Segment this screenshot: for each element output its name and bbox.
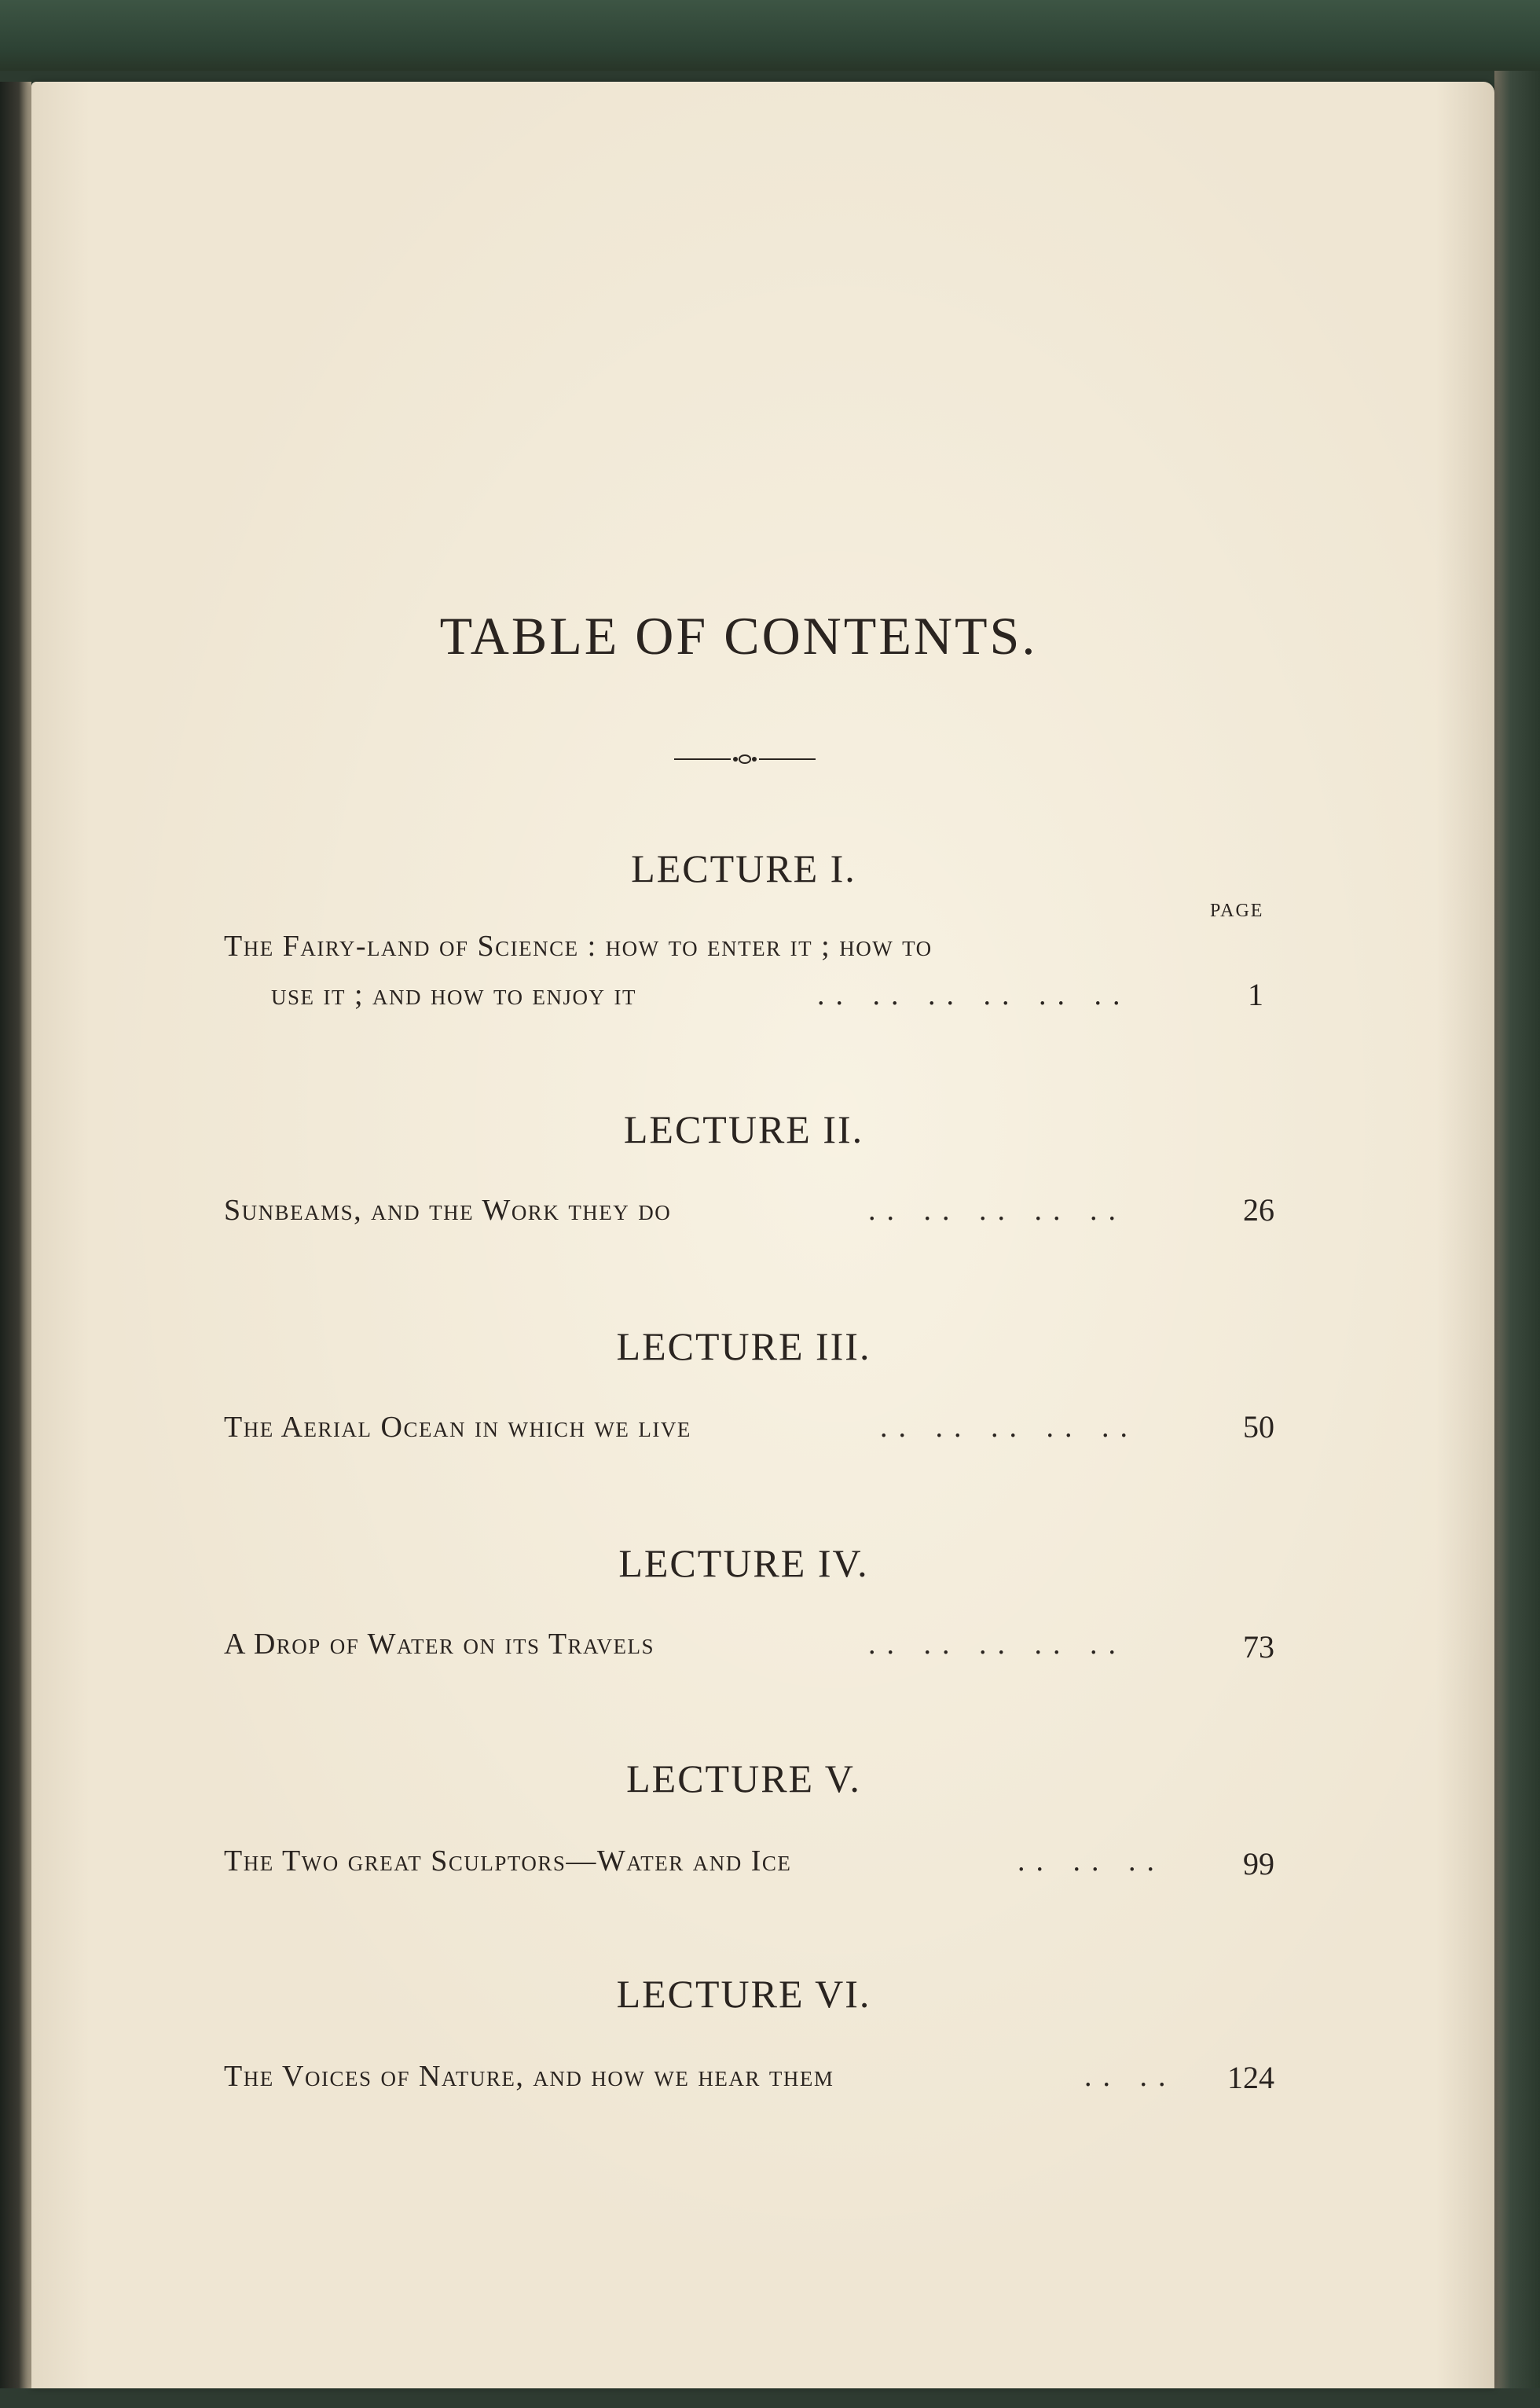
toc-entry: A Drop of Water on its Travels xyxy=(224,1628,655,1661)
page-title: TABLE OF CONTENTS. xyxy=(439,606,1038,666)
toc-entry-line: The Fairy-land of Science : how to enter it ; how to xyxy=(224,930,933,963)
page-number: 1 xyxy=(1248,977,1263,1012)
book-page xyxy=(31,82,1494,2388)
page-column-label: PAGE xyxy=(1210,901,1264,921)
toc-entry-line: use it ; and how to enjoy it xyxy=(271,978,637,1011)
book-cover-top-edge xyxy=(0,0,1540,71)
dot-leaders: .. .. .. xyxy=(1018,1845,1165,1878)
page-number: 26 xyxy=(1243,1192,1274,1228)
lecture-heading: LECTURE II. xyxy=(623,1107,864,1151)
lecture-heading: LECTURE III. xyxy=(616,1324,871,1368)
ornament-divider-icon xyxy=(674,750,816,769)
page-number: 99 xyxy=(1243,1846,1274,1881)
lecture-heading: LECTURE V. xyxy=(626,1756,861,1800)
book-cover-right-edge xyxy=(1494,71,1540,2408)
toc-entry: The Two great Sculptors—Water and Ice xyxy=(224,1845,792,1878)
page-number: 50 xyxy=(1243,1409,1274,1444)
dot-leaders: .. .. .. .. .. .. xyxy=(817,978,1131,1011)
dot-leaders: .. .. xyxy=(1084,2060,1177,2093)
toc-entry: The Aerial Ocean in which we live xyxy=(224,1411,691,1444)
book-cover-bottom-edge xyxy=(0,2388,1540,2408)
dot-leaders: .. .. .. .. .. xyxy=(868,1194,1127,1227)
lecture-heading: LECTURE IV. xyxy=(618,1541,869,1585)
dot-leaders: .. .. .. .. .. xyxy=(880,1411,1138,1444)
page-number: 73 xyxy=(1243,1629,1274,1665)
toc-entry: The Voices of Nature, and how we hear them xyxy=(224,2060,834,2093)
lecture-heading: LECTURE I. xyxy=(631,846,856,890)
toc-entry: Sunbeams, and the Work they do xyxy=(224,1194,672,1227)
book-gutter xyxy=(0,82,31,2388)
page-number: 124 xyxy=(1227,2060,1274,2095)
lecture-heading: LECTURE VI. xyxy=(616,1972,871,2016)
dot-leaders: .. .. .. .. .. xyxy=(868,1628,1127,1661)
